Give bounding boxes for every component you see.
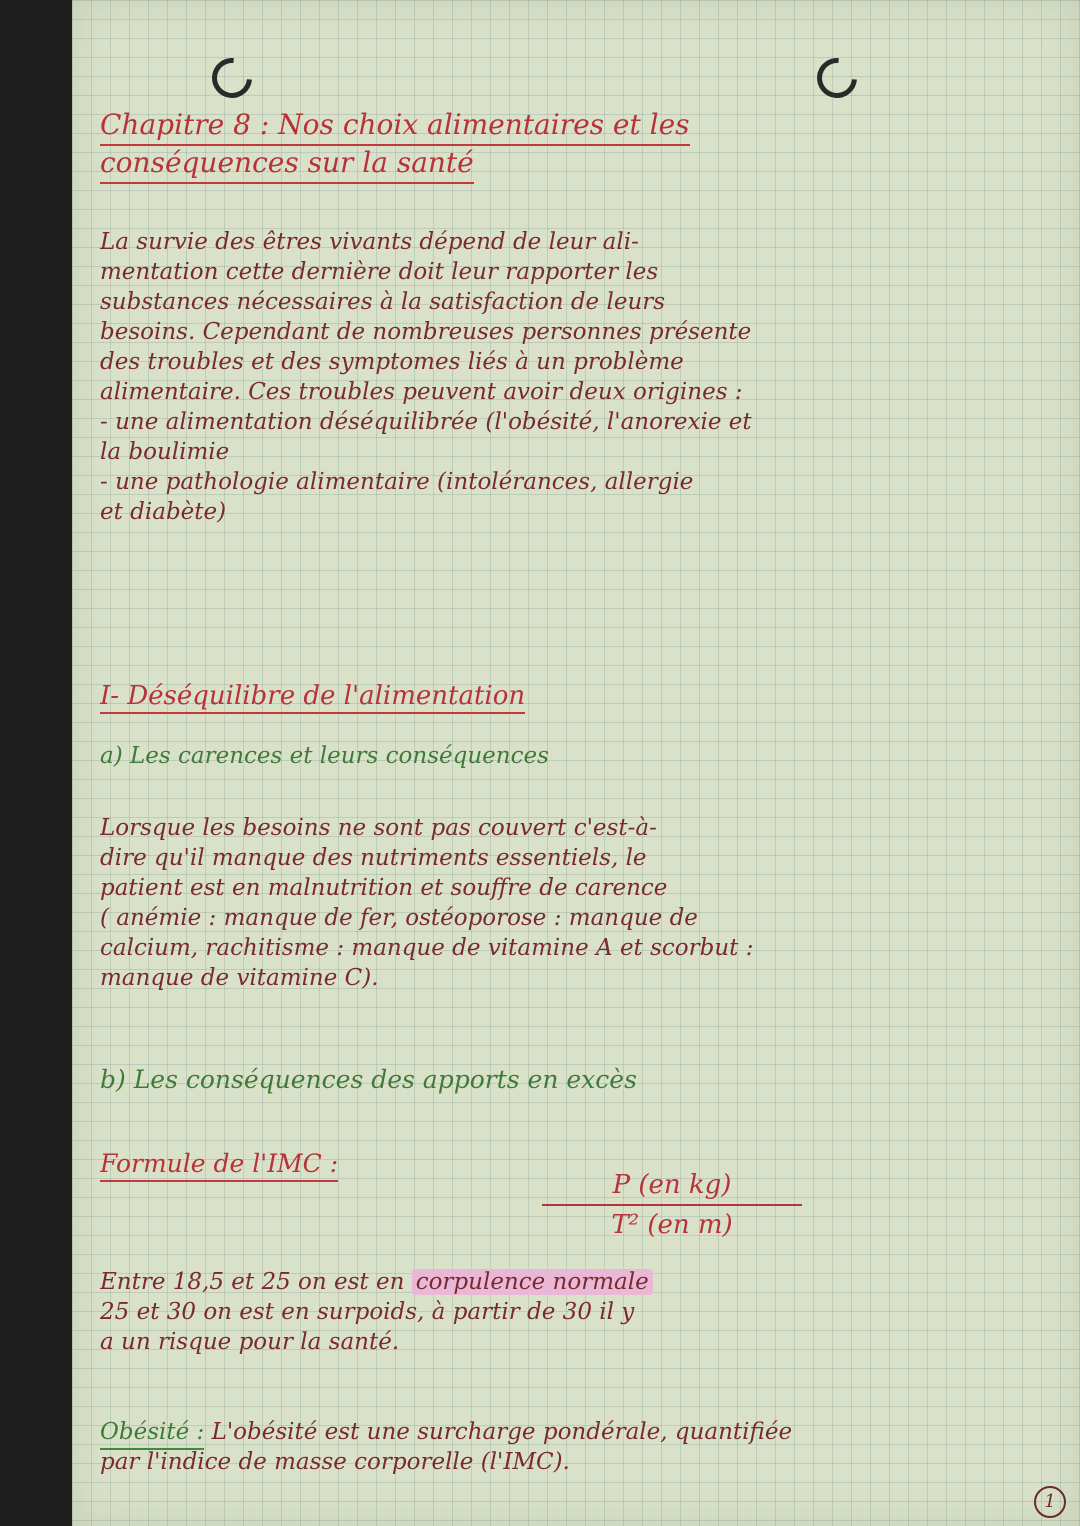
para-a-line-2: dire qu'il manque des nutriments essentiels, le xyxy=(100,845,647,871)
imc-line-1 xyxy=(100,1268,1040,1296)
formula-label-text: Formule de l'IMC : xyxy=(100,1150,338,1182)
para-a-line-4: ( anémie : manque de fer, ostéoporose : manque de xyxy=(100,905,698,931)
intro-line-7: - une alimentation déséquilibrée (l'obésité, l'anorexie et xyxy=(100,409,752,435)
subheading-a: a) Les carences et leurs conséquences xyxy=(100,743,549,769)
imc-line-2: 25 et 30 on est en surpoids, à partir de 30 il y xyxy=(100,1299,635,1325)
intro-line-1: La survie des êtres vivants dépend de leur ali- xyxy=(100,229,639,255)
imc-formula xyxy=(542,1170,802,1240)
imc-line-3: a un risque pour la santé. xyxy=(100,1329,400,1355)
obesity-definition-1: L'obésité est une surcharge pondérale, quantifiée xyxy=(204,1419,793,1445)
intro-line-9: - une pathologie alimentaire (intolérances, allergie xyxy=(100,469,694,495)
section-heading xyxy=(100,682,1040,714)
imc-line-1-text: Entre 18,5 et 25 on est en xyxy=(100,1269,412,1295)
para-a-line-6: manque de vitamine C). xyxy=(100,965,379,991)
section-heading-text: I- Déséquilibre de l'alimentation xyxy=(100,682,525,714)
notebook-page xyxy=(72,0,1080,1526)
page-number: 1 xyxy=(1034,1486,1066,1518)
formula-denominator: T² (en m) xyxy=(611,1210,733,1240)
obesity-line-1 xyxy=(100,1418,1040,1450)
chapter-title-line-2 xyxy=(100,146,1040,184)
highlight-normal-corpulence: corpulence normale xyxy=(412,1269,653,1295)
chapter-title-text-1: Chapitre 8 : Nos choix alimentaires et les xyxy=(100,108,690,146)
subheading-b: b) Les conséquences des apports en excès xyxy=(100,1066,637,1094)
para-a-line-5: calcium, rachitisme : manque de vitamine A et scorbut : xyxy=(100,935,754,961)
binder-hole-right xyxy=(809,50,865,106)
para-a-line-3: patient est en malnutrition et souffre de carence xyxy=(100,875,668,901)
intro-line-8: la boulimie xyxy=(100,439,230,465)
chapter-title-line-1 xyxy=(100,108,1040,146)
para-a-line-1: Lorsque les besoins ne sont pas couvert c'est-à- xyxy=(100,815,657,841)
binder-hole-left xyxy=(204,50,260,106)
obesity-term: Obésité : xyxy=(100,1418,204,1450)
intro-line-3: substances nécessaires à la satisfaction de leurs xyxy=(100,289,666,315)
intro-line-5: des troubles et des symptomes liés à un problème xyxy=(100,349,684,375)
intro-line-4: besoins. Cependant de nombreuses personnes présente xyxy=(100,319,752,345)
obesity-line-2: par l'indice de masse corporelle (l'IMC). xyxy=(100,1449,570,1475)
intro-line-2: mentation cette dernière doit leur rapporter les xyxy=(100,259,659,285)
intro-line-6: alimentaire. Ces troubles peuvent avoir deux origines : xyxy=(100,379,743,405)
formula-numerator: P (en kg) xyxy=(542,1170,802,1206)
chapter-title-text-2: conséquences sur la santé xyxy=(100,146,474,184)
intro-line-10: et diabète) xyxy=(100,499,227,525)
